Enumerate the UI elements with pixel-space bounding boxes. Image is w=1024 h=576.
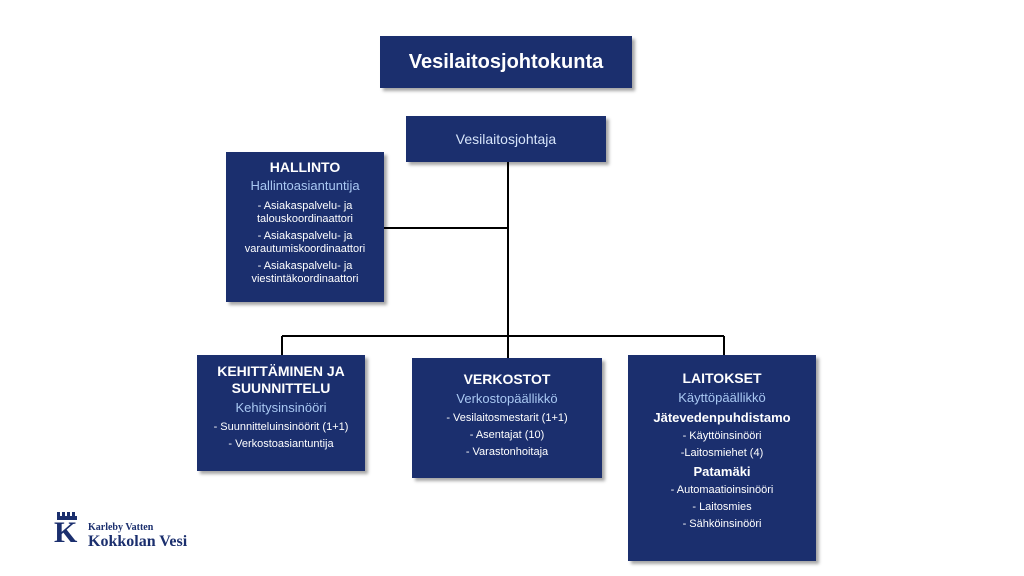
verkostot-item: - Vesilaitosmestarit (1+1) <box>446 412 568 424</box>
kehittaminen-box <box>197 355 365 471</box>
board-title: Vesilaitosjohtokunta <box>408 51 604 73</box>
logo <box>54 512 224 552</box>
laitokset-item: - Laitosmies <box>692 501 752 513</box>
hallinto-role: Hallintoasiantuntija <box>250 178 360 193</box>
verkostot-item: - Asentajat (10) <box>469 429 545 441</box>
kehittaminen-item: - Suunnitteluinsinöörit (1+1) <box>213 421 349 433</box>
kehittaminen-title: KEHITTÄMINEN JA SUUNNITTELU <box>217 363 345 396</box>
verkostot-box <box>412 358 602 478</box>
laitokset-item: - Sähköinsinööri <box>682 518 762 530</box>
director-title: Vesilaitosjohtaja <box>455 131 557 147</box>
laitokset-box <box>628 355 816 561</box>
hallinto-title: HALLINTO <box>269 159 341 175</box>
verkostot-title: VERKOSTOT <box>463 371 551 387</box>
verkostot-item: - Varastonhoitaja <box>465 446 549 458</box>
kehittaminen-item: - Verkostoasiantuntija <box>228 438 334 450</box>
board-box <box>380 36 632 88</box>
verkostot-role: Verkostopäällikkö <box>456 391 558 406</box>
laitokset-title: LAITOKSET <box>682 370 762 386</box>
director-box <box>406 116 606 162</box>
laitokset-item: - Automaatioinsinööri <box>670 484 774 496</box>
kehittaminen-role: Kehitysinsinööri <box>235 400 327 415</box>
hallinto-box <box>226 152 384 302</box>
logo-letter: K <box>54 516 78 549</box>
hallinto-item: - Asiakaspalvelu- ja viestintäkoordinaattori <box>251 260 359 285</box>
hallinto-item: - Asiakaspalvelu- ja varautumiskoordinaattori <box>244 230 366 255</box>
laitokset-sub2: Patamäki <box>693 464 751 479</box>
laitokset-item: -Laitosmiehet (4) <box>680 447 764 459</box>
laitokset-item: - Käyttöinsinööri <box>682 430 762 442</box>
logo-line1: Karleby Vatten <box>88 522 154 533</box>
logo-line2: Kokkolan Vesi <box>88 533 188 550</box>
laitokset-role: Käyttöpäällikkö <box>678 390 766 405</box>
laitokset-sub1: Jätevedenpuhdistamo <box>653 410 791 425</box>
hallinto-item: - Asiakaspalvelu- ja talouskoordinaattori <box>256 200 353 225</box>
